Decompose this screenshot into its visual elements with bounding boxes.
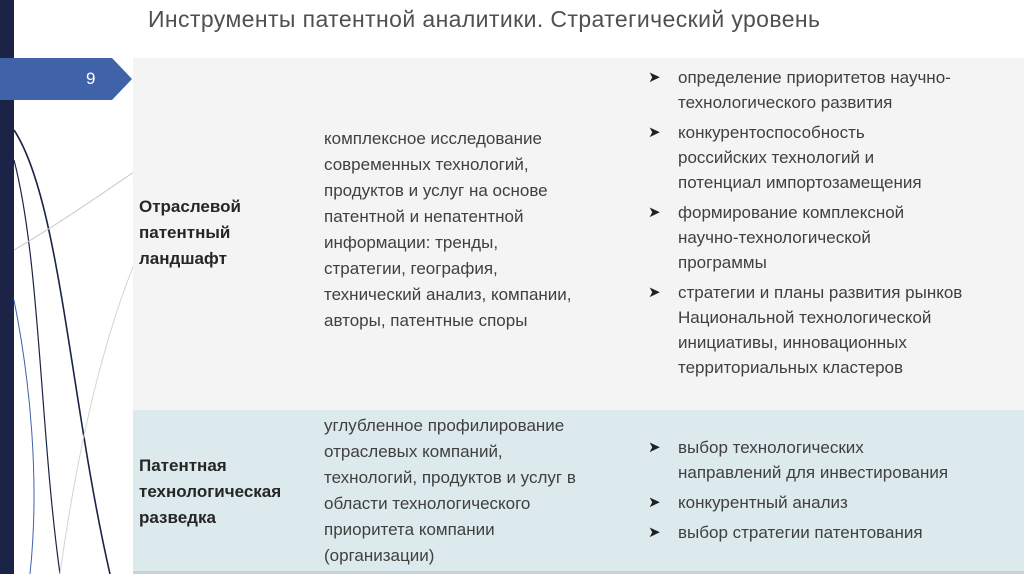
arrow-bullet-icon: ➤ [648, 69, 661, 86]
list-item [648, 280, 1020, 380]
arrow-bullet-icon: ➤ [648, 284, 661, 301]
list-item [648, 120, 1020, 195]
heading-line: разведка [139, 508, 216, 527]
list-item [648, 435, 1020, 485]
list-item [648, 200, 1020, 275]
heading-line: Патентная [139, 456, 227, 475]
row2-bullet-list [648, 435, 1020, 550]
slide-number: 9 [86, 69, 96, 88]
description-line: (организации) [324, 546, 435, 565]
bullet-line: выбор стратегии патентования [678, 523, 923, 542]
bullet-line: научно-технологической [678, 228, 871, 247]
description-line: технический анализ, компании, [324, 285, 572, 304]
bullet-line: потенциал импортозамещения [678, 173, 922, 192]
heading-line: ландшафт [139, 249, 227, 268]
bullet-line: инициативы, инновационных [678, 333, 907, 352]
slide-number-badge [0, 58, 132, 100]
description-line: патентной и непатентной [324, 207, 524, 226]
row1-heading [139, 194, 241, 272]
bullet-line: российских технологий и [678, 148, 875, 167]
list-item [648, 520, 1020, 545]
row2-description [324, 413, 576, 569]
row2-heading [139, 453, 281, 531]
description-line: отраслевых компаний, [324, 442, 503, 461]
heading-line: технологическая [139, 482, 282, 501]
row1-description [324, 126, 572, 334]
description-line: авторы, патентные споры [324, 311, 528, 330]
description-line: продуктов и услуг на основе [324, 181, 548, 200]
description-line: технологий, продуктов и услуг в [324, 468, 576, 487]
bullet-line: территориальных кластеров [678, 358, 904, 377]
description-line: области технологического [324, 494, 531, 513]
bullet-line: определение приоритетов научно- [678, 68, 951, 87]
description-line: углубленное профилирование [324, 416, 565, 435]
arrow-bullet-icon: ➤ [648, 204, 661, 221]
heading-line: патентный [139, 223, 231, 242]
bullet-line: направлений для инвестирования [678, 463, 949, 482]
arrow-bullet-icon: ➤ [648, 494, 661, 511]
description-line: приоритета компании [324, 520, 495, 539]
bullet-line: формирование комплексной [678, 203, 905, 222]
bullet-line: конкурентоспособность [678, 123, 865, 142]
arrow-bullet-icon: ➤ [648, 124, 661, 141]
bullet-line: конкурентный анализ [678, 493, 848, 512]
bullet-line: технологического развития [678, 93, 893, 112]
bullet-line: выбор технологических [678, 438, 864, 457]
arrow-bullet-icon: ➤ [648, 524, 661, 541]
row1-bullet-list [648, 65, 1020, 385]
description-line: современных технологий, [324, 155, 529, 174]
list-item [648, 65, 1020, 115]
bullet-line: стратегии и планы развития рынков [678, 283, 963, 302]
heading-line: Отраслевой [139, 197, 241, 216]
list-item [648, 490, 1020, 515]
bullet-line: Национальной технологической [678, 308, 932, 327]
arrow-bullet-icon: ➤ [648, 439, 661, 456]
page-title: Инструменты патентной аналитики. Стратегический уровень [148, 6, 821, 32]
description-line: комплексное исследование [324, 129, 543, 148]
bullet-line: программы [678, 253, 767, 272]
description-line: стратегии, география, [324, 259, 498, 278]
description-line: информации: тренды, [324, 233, 499, 252]
